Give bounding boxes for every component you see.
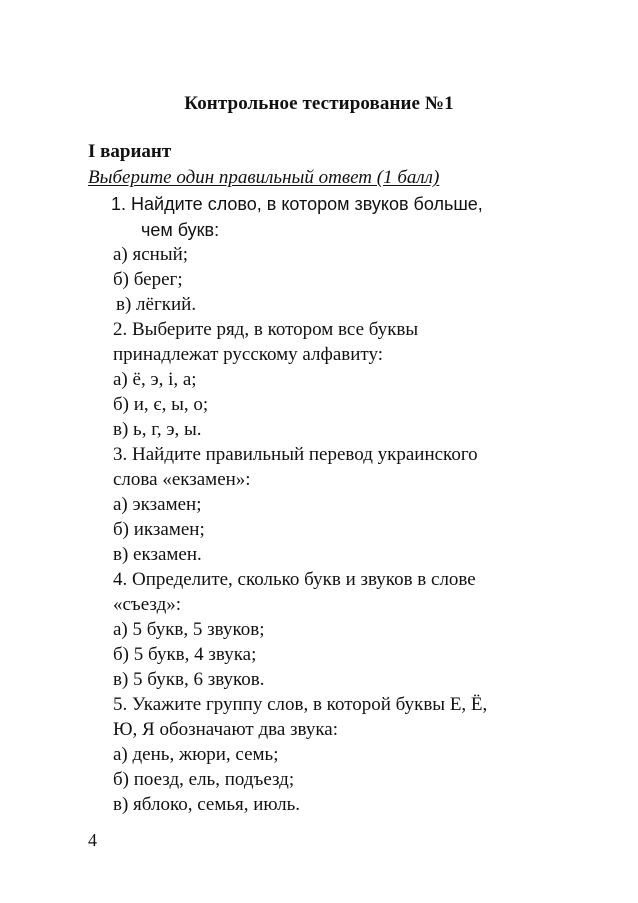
question-4-option-c: в) 5 букв, 6 звуков. bbox=[113, 669, 265, 690]
question-5-line-2: Ю, Я обозначают два звука: bbox=[113, 719, 339, 740]
question-2-option-b: б) и, є, ы, о; bbox=[113, 394, 209, 415]
question-3-option-c: в) екзамен. bbox=[113, 544, 202, 565]
question-1-option-b: б) берег; bbox=[113, 269, 183, 290]
variant-heading: I вариант bbox=[88, 141, 172, 162]
question-4-option-a: а) 5 букв, 5 звуков; bbox=[113, 619, 265, 640]
instruction-text: Выберите один правильный ответ (1 балл) bbox=[88, 167, 440, 188]
question-2-option-c: в) ь, г, э, ы. bbox=[113, 419, 202, 440]
question-4-option-b: б) 5 букв, 4 звука; bbox=[113, 644, 257, 665]
question-1-option-c: в) лёгкий. bbox=[116, 294, 197, 315]
question-2-line-1: 2. Выберите ряд, в котором все буквы bbox=[113, 319, 419, 340]
page-title: Контрольное тестирование №1 bbox=[184, 93, 454, 114]
question-4-line-1: 4. Определите, сколько букв и звуков в слове bbox=[113, 569, 476, 590]
question-3-line-1: 3. Найдите правильный перевод украинского bbox=[113, 444, 478, 465]
question-2-option-a: а) ё, э, і, а; bbox=[113, 369, 197, 390]
question-1-option-a: а) ясный; bbox=[113, 244, 189, 265]
question-2-line-2: принадлежат русскому алфавиту: bbox=[113, 344, 383, 365]
question-1-line-2: чем букв: bbox=[141, 220, 220, 240]
question-1-line-1: 1. Найдите слово, в котором звуков больше, bbox=[111, 194, 483, 214]
question-3-option-a: а) экзамен; bbox=[113, 494, 202, 515]
question-5-line-1: 5. Укажите группу слов, в которой буквы Е, Ё, bbox=[113, 694, 488, 715]
question-5-option-a: а) день, жюри, семь; bbox=[113, 744, 279, 765]
page-number: 4 bbox=[88, 830, 97, 850]
question-5-option-c: в) яблоко, семья, июль. bbox=[113, 794, 301, 815]
question-4-line-2: «съезд»: bbox=[113, 594, 182, 615]
question-3-option-b: б) икзамен; bbox=[113, 519, 205, 540]
question-5-option-b: б) поезд, ель, подъезд; bbox=[113, 769, 295, 790]
question-3-line-2: слова «екзамен»: bbox=[113, 469, 251, 490]
